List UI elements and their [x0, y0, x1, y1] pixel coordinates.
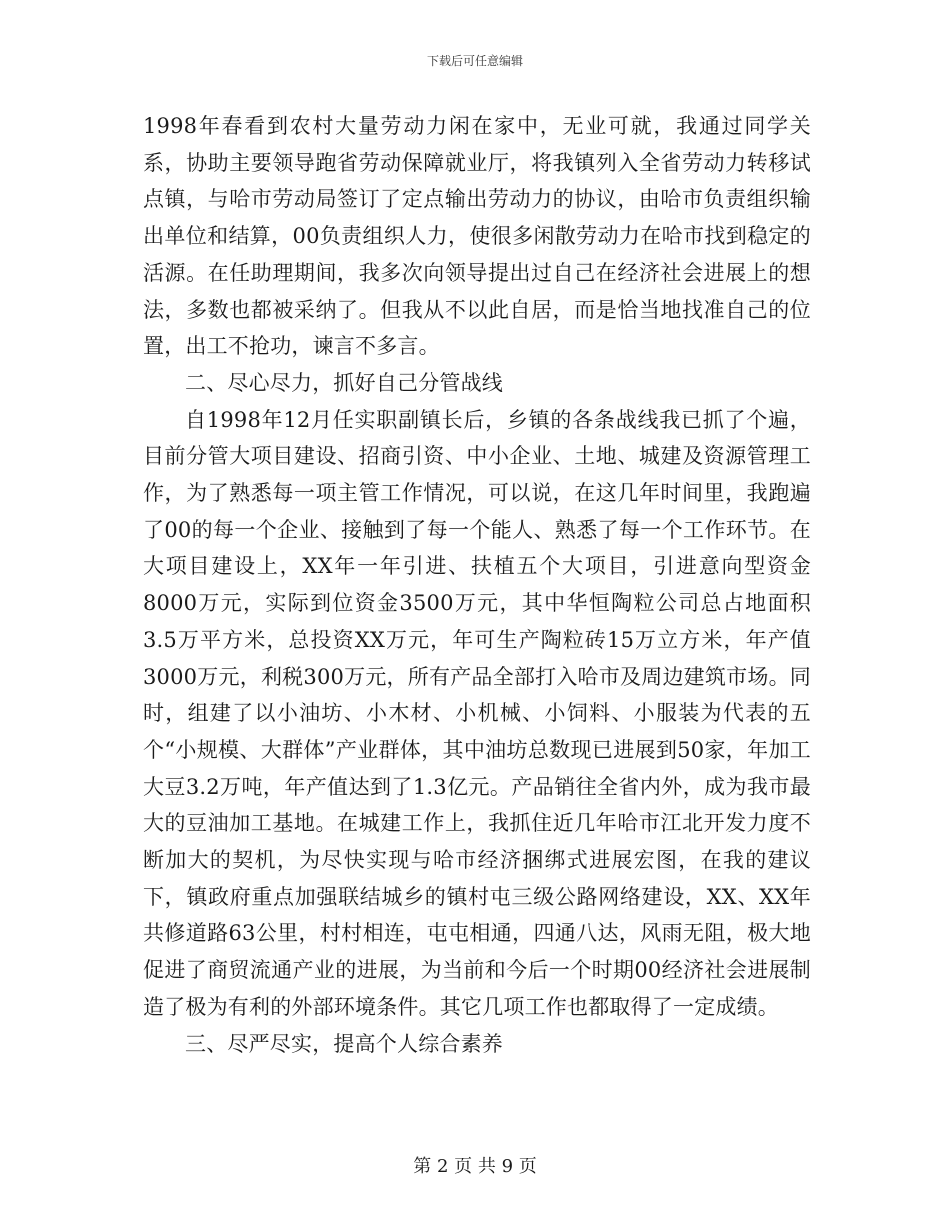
section-heading-3: 三、尽严尽实，提高个人综合素养 — [185, 1031, 503, 1056]
page-footer: 第 2 页 共 9 页 — [413, 1156, 537, 1177]
document-body — [143, 108, 811, 1062]
paragraph-1: 1998年春看到农村大量劳动力闲在家中，无业可就，我通过同学关系，协助主要领导跑省劳动保障就业厅，将我镇列入全省劳动力转移试点镇，与哈市劳动局签订了定点输出劳动力的协议，由哈市负责组织输出单位和结算，00负责组织人力，使很多闲散劳动力在哈市找到稳定的活源。在任助理期间，我多次向领导提出过自己在经济社会进展上的想法，多数也都被采纳了。但我从不以此自居，而是恰当地找准自己的位置，出工不抢功，谏言不多言。 — [143, 114, 811, 359]
section-heading-2: 二、尽心尽力，抓好自己分管战线 — [185, 370, 503, 395]
page-header: 下载后可任意编辑 — [426, 54, 523, 68]
paragraph-2: 自1998年12月任实职副镇长后，乡镇的各条战线我已抓了个遍，目前分管大项目建设、招商引资、中小企业、土地、城建及资源管理工作，为了熟悉每一项主管工作情况，可以说，在这几年时间里，我跑遍了00的每一个企业、接触到了每一个能人、熟悉了每一个工作环节。在大项目建设上，XX年一年引进、扶植五个大项目，引进意向型资金8000万元，实际到位资金3500万元，其中华恒陶粒公司总占地面积3.5万平方米，总投资XX万元，年可生产陶粒砖15万立方米，年产值3000万元，利税300万元，所有产品全部打入哈市及周边建筑市场。同时，组建了以小油坊、小木材、小机械、小饲料、小服装为代表的五个“小规模、大群体”产业群体，其中油坊总数现已进展到50家，年加工大豆3.2万吨，年产值达到了1.3亿元。产品销往全省内外，成为我市最大的豆油加工基地。在城建工作上，我抓住近几年哈市江北开发力度不断加大的契机，为尽快实现与哈市经济捆绑式进展宏图，在我的建议下，镇政府重点加强联结城乡的镇村屯三级公路网络建设，XX、XX年共修道路63公里，村村相连，屯屯相通，四通八达，风雨无阻，极大地促进了商贸流通产业的进展，为当前和今后一个时期00经济社会进展制造了极为有利的外部环境条件。其它几项工作也都取得了一定成绩。 — [143, 407, 811, 1019]
